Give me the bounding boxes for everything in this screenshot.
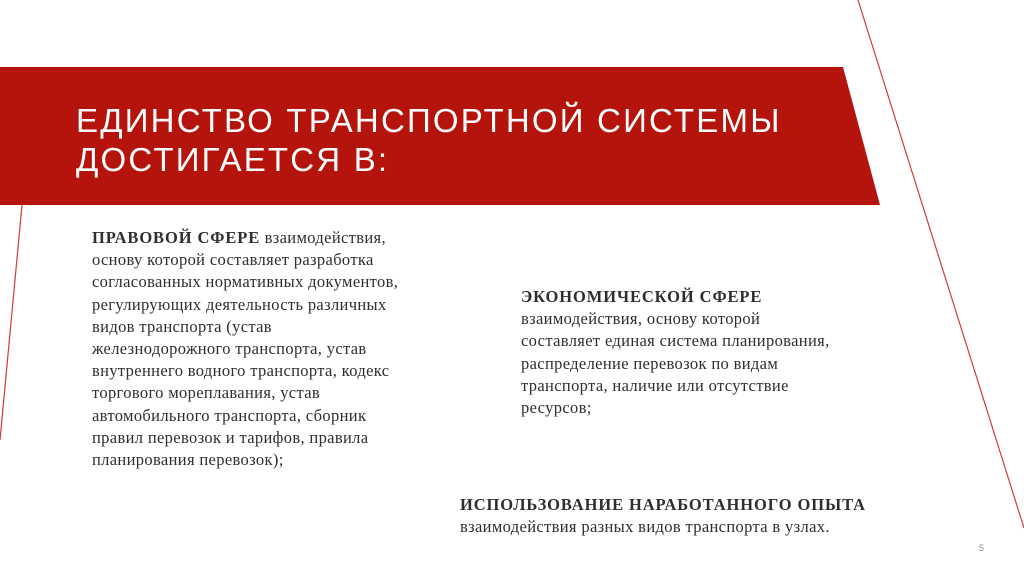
legal-sphere-heading: ПРАВОВОЙ СФЕРЕ — [92, 228, 261, 247]
legal-line: согласованных нормативных документов, — [92, 272, 399, 292]
economic-line: транспорта, наличие или отсутствие — [521, 375, 789, 395]
legal-line: регулирующих деятельность различных — [92, 294, 387, 314]
experience-block — [460, 494, 960, 538]
page-number: 5 — [979, 543, 985, 553]
legal-line: планирования перевозок); — [92, 450, 284, 470]
economic-line: составляет единая система планирования, — [521, 331, 830, 351]
economic-line: распределение перевозок по видам — [521, 353, 779, 373]
economic-line: взаимодействия, основу которой — [521, 309, 761, 329]
economic-sphere-block — [521, 286, 921, 419]
legal-line: автомобильного транспорта, сборник — [92, 405, 367, 425]
economic-sphere-heading: ЭКОНОМИЧЕСКОЙ СФЕРЕ — [521, 287, 763, 306]
legal-sphere-block — [92, 227, 487, 471]
legal-line: основу которой составляет разработка — [92, 250, 374, 270]
legal-line: железнодорожного транспорта, устав — [92, 339, 367, 359]
legal-line: внутреннего водного транспорта, кодекс — [92, 361, 390, 381]
legal-line: видов транспорта (устав — [92, 316, 272, 336]
experience-line: взаимодействия разных видов транспорта в узлах. — [460, 517, 830, 537]
legal-line: правил перевозок и тарифов, правила — [92, 427, 369, 447]
economic-line: ресурсов; — [521, 398, 592, 418]
title-line-1: ЕДИНСТВО ТРАНСПОРТНОЙ СИСТЕМЫ — [76, 102, 782, 139]
slide-title — [76, 101, 876, 179]
experience-heading: ИСПОЛЬЗОВАНИЕ НАРАБОТАННОГО ОПЫТА — [460, 495, 866, 514]
legal-line: взаимодействия, — [264, 228, 386, 247]
legal-line: торгового мореплавания, устав — [92, 383, 321, 403]
title-line-2: ДОСТИГАЕТСЯ В: — [76, 141, 390, 178]
left-diagonal-line — [0, 205, 22, 440]
